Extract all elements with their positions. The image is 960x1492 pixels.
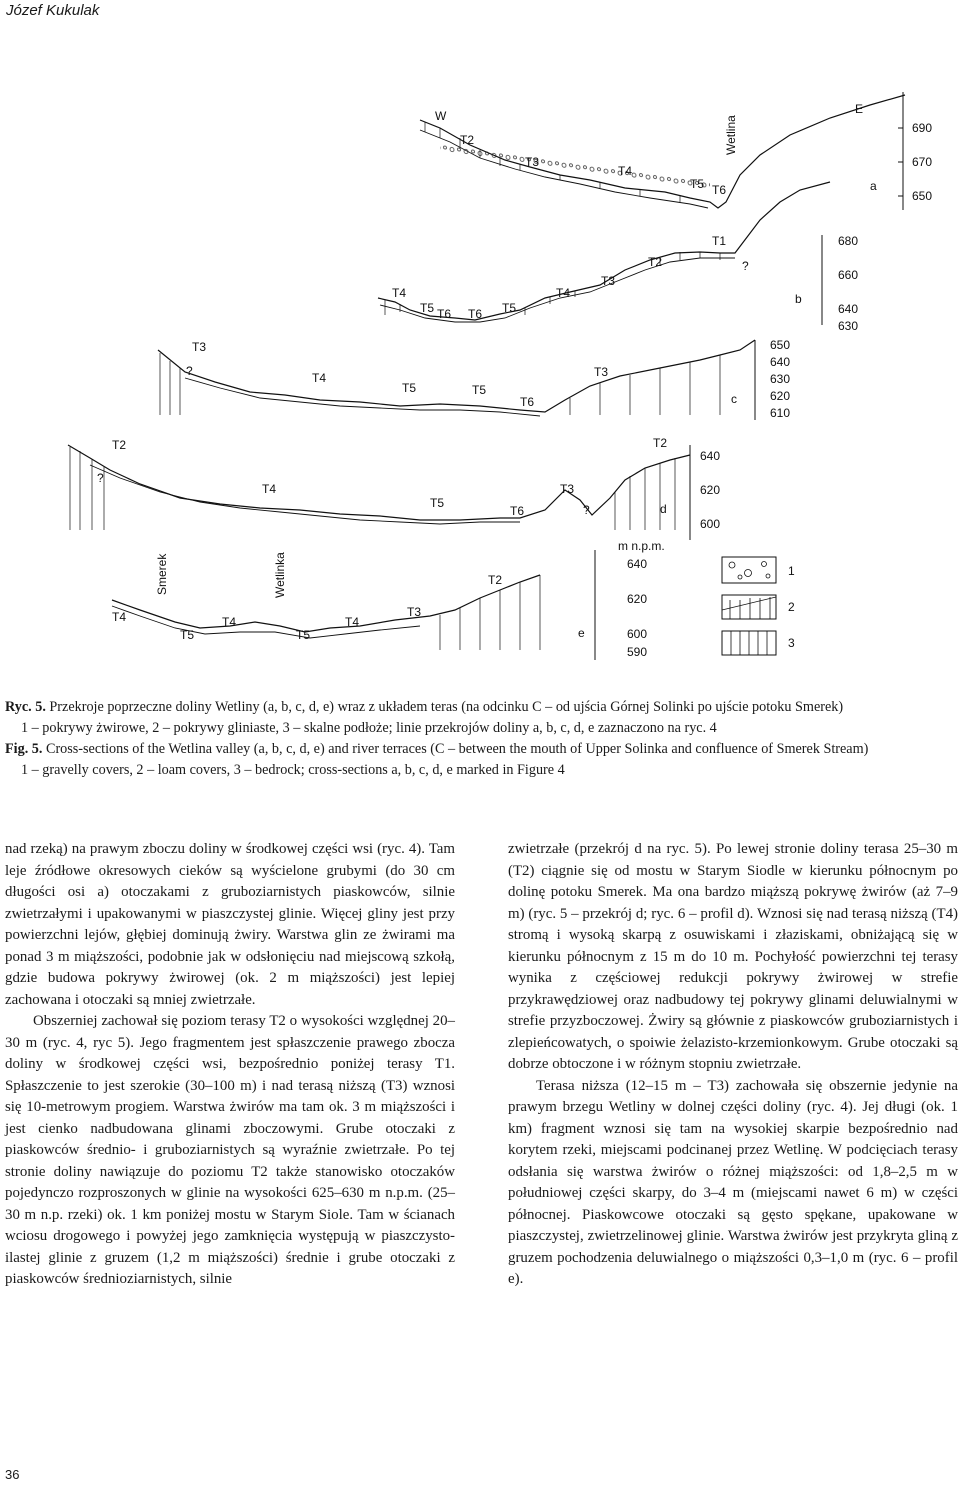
section-b [378,182,858,333]
section-c-elevation: 640 [770,355,791,369]
section-a [420,92,932,210]
section-e-profile [112,575,540,632]
section-a-elevation: 670 [912,155,933,169]
section-b-terrace-label: T6 [468,307,483,321]
section-e-elevation: 590 [627,645,648,659]
section-d [68,436,720,540]
section-a-river-label: Wetlina [724,115,738,155]
section-c [158,338,790,420]
section-c-elevation: 620 [770,389,791,403]
body-paragraph: zwietrzałe (przekrój d na ryc. 5). Po lewej stronie doliny terasa 25–30 m (T2) ciągnie się od mostu w Starym Siodle w kierunku północnym po dolinę potoku Smerek. Ma ona bardzo miąższą pokrywę żwirów (aż 7–9 m) (ryc. 5 – przekrój d; ryc. 6 – profil d). Wznosi się nad terasą niższą (T4) stromą i wysoką skarpą z osuwiskami i złaziskami, obniżającą się w kierunku północnym z 15 m do 10 m. Pochyłość powierzchni tej terasy wynika z częściowej redukcji pokrywy żwirowej w strefie przykrawędziowej oraz nadbudowy tej pokrywy glinami deluwialnymi w strefie przyzboczowej. Żwiry są głównie z piaskowców gruboziarnistych i zlepieńcowatych, o spoiwie żelazisto-krzemionkowym. Grube otoczaki są dobrze obtoczone i w różnym stopniu zwietrzałe. [508,841,958,1072]
section-b-profile [378,182,830,320]
section-e-terrace-label: T3 [407,605,422,619]
section-a-elevation: 690 [912,121,933,135]
section-b-terrace-label: T2 [648,255,663,269]
section-d-elevation: 620 [700,483,721,497]
section-d-terrace-label: T5 [430,496,445,510]
section-a-terrace-label: T3 [525,155,540,169]
section-e-terrace-label: T4 [345,615,360,629]
section-d-elevation: 640 [700,449,721,463]
section-c-elevation: 630 [770,372,791,386]
section-d-terrace-label: T2 [653,436,668,450]
legend-label: 2 [788,600,795,614]
section-d-terrace-label: T6 [510,504,525,518]
section-a-terrace-label: T5 [690,177,705,191]
section-e-terrace-label: T2 [488,573,503,587]
section-a-terrace-label: T6 [712,183,727,197]
section-a-compass-e: E [855,102,864,116]
section-d-question: ? [583,503,590,517]
section-c-terrace-label: T5 [402,381,417,395]
section-b-label: b [795,292,802,306]
section-b-terrace-label: T4 [392,286,407,300]
section-e-elevation: 600 [627,627,648,641]
section-c-profile [158,340,755,412]
section-e-stream-label: Wetlinka [273,552,287,598]
section-b-question: ? [742,259,749,273]
section-b-terrace-label: T5 [502,301,517,315]
section-b-elevation: 660 [838,268,859,282]
section-e-terrace-label: T4 [112,610,127,624]
caption-en-legend: 1 – gravelly covers, 2 – loam covers, 3 – bedrock; cross-sections a, b, c, d, e marked in Figure 4 [21,762,565,778]
section-b-terrace-label: T4 [556,286,571,300]
section-c-elevation: 650 [770,338,791,352]
section-a-elevation: 650 [912,189,933,203]
section-d-profile [68,445,690,520]
section-d-terrace-label: T4 [262,482,277,496]
section-b-elevation: 630 [838,319,859,333]
caption-pl-label: Ryc. 5. [5,699,46,715]
caption-pl [5,697,960,718]
section-b-elevation: 640 [838,302,859,316]
section-b-terrace-label: T1 [712,234,727,248]
section-b-elevation: 680 [838,234,859,248]
section-c-terrace-label: T5 [472,383,487,397]
figure-cross-sections [0,70,960,680]
section-d-terrace-label: T2 [112,438,127,452]
caption-en-label: Fig. 5. [5,741,43,757]
section-e-unit: m n.p.m. [618,539,665,553]
section-e-label: e [578,626,585,640]
section-b-terrace-label: T6 [437,307,452,321]
section-e [112,539,665,660]
body-column-right [508,839,958,1291]
section-a-terrace-label: T2 [460,133,475,147]
section-b-terrace-label: T3 [601,274,616,288]
section-c-terrace-label: T4 [312,371,327,385]
body-column-left [5,839,455,1291]
body-paragraph: Obszerniej zachował się poziom terasy T2 o wysokości względnej 20–30 m (ryc. 4, ryc 5). Jego fragmentem jest spłaszczenie prawego zbocza doliny w środkowej części wsi, bezpośrednio poniżej terasy T1. Spłaszczenie to jest szerokie (30–100 m) i nad terasą niższą (T3) wznosi się 10-metrowym progiem. Warstwa żwirów ma tam ok. 3 m miąższości i jest cienko nadbudowana glinami zboczowymi. Grube otoczaki z piaskowców średnio- i gruboziarnistych są wyraźnie zwietrzałe. Po tej stronie doliny nawiązuje do poziomu T2 także stanowisko otoczaków pojedynczo rozproszonych w glinie na wysokości 625–630 m n.p.m. (25–30 m n.p. rzeki) ok. 1 km poniżej mostu w Starym Siole. Tam w ścianach wciosu drogowego i powyżej jego zamknięcia występują w piaszczysto-ilastej glinie z gruzem (1,2 m miąższości) średnie i grube otoczaki z piaskowców średnioziarnistych, silnie [5,1013,455,1287]
section-c-label: c [731,392,737,406]
section-a-terrace-label: T4 [618,164,633,178]
caption-en [5,739,960,760]
section-d-question: ? [97,471,104,485]
section-e-elevation: 640 [627,557,648,571]
section-e-terrace-label: T5 [296,628,311,642]
caption-en-text: Cross-sections of the Wetlina valley (a, b, c, d, e) and river terraces (C – between the mouth of Upper Solinka and confluence of Smerek Stream) [45,741,869,757]
legend-label: 3 [788,636,795,650]
section-d-elevation: 600 [700,517,721,531]
section-e-elevation: 620 [627,592,648,606]
body-paragraph: nad rzeką) na prawym zboczu doliny w środkowej części wsi (ryc. 4). Tam leje źródłowe okresowych cieków są wyścielone grubymi (do 30 cm długości osi a) otoczakami z gruboziarnistych piaskowców, silnie zwietrzałymi i upakowanymi w piaszczystej glinie. Więcej gliny jest przy powierzchni lejów, głębiej dominują żwiry. Warstwa glin ze żwirami ma ponad 3 m miąższości, podobnie jak w odsłonięciu nad miejscową szkołą, gdzie budowa pokrywy żwirowej (ok. 2 m miąższości) jest lepiej zachowana i otoczaki są mniej zwietrzałe. [5,841,455,1008]
section-e-terrace-label: T5 [180,628,195,642]
caption-pl-legend: 1 – pokrywy żwirowe, 2 – pokrywy gliniaste, 3 – skalne podłoże; linie przekrojów doliny a, b, c, d, e zaznaczono na ryc. 4 [21,720,717,736]
figure-caption [5,697,960,781]
section-c-elevation: 610 [770,406,791,420]
legend [722,557,795,655]
section-e-terrace-label: T4 [222,615,237,629]
body-paragraph: Terasa niższa (12–15 m – T3) zachowała się obszernie jedynie na prawym brzegu Wetliny w dolnej części doliny (ryc. 4). Jej długi (ok. 1 km) fragment wznosi się tam na wysokiej skarpie bezpośrednio nad korytem rzeki, miejscami podcinanej przez Wetlinę. W podcięciach terasy odsłania się warstwa żwirów o różnej miąższości: od 1,8–2,5 m w południowej części skarpy, do 3–4 m (miejscami nawet 6 m) w części północnej. Piaskowcowe otoczaki są gęsto spękane, upakowane w piaszczystej, zwietrzelinowej glinie. Warstwa żwirów jest przykryta gliną z gruzem pochodzenia deluwialnego o miąższości 0,3–1,0 m (ryc. 6 – profil e). [508,1077,958,1287]
legend-label: 1 [788,564,795,578]
section-a-label: a [870,179,877,193]
section-d-label: d [660,502,667,516]
page-number: 36 [5,1467,20,1482]
section-c-terrace-label: T6 [520,395,535,409]
running-header-author: Józef Kukulak [6,2,100,19]
section-c-question: ? [186,364,193,378]
section-a-compass-w: W [435,109,447,123]
section-b-terrace-label: T5 [420,301,435,315]
section-e-stream-label: Smerek [155,553,169,595]
section-d-terrace-label: T3 [560,482,575,496]
section-c-terrace-label: T3 [192,340,207,354]
caption-pl-text: Przekroje poprzeczne doliny Wetliny (a, b, c, d, e) wraz z układem teras (na odcinku C – od ujścia Górnej Solinki po ujście potoku Smerek) [49,699,844,715]
section-c-terrace-label: T3 [594,365,609,379]
